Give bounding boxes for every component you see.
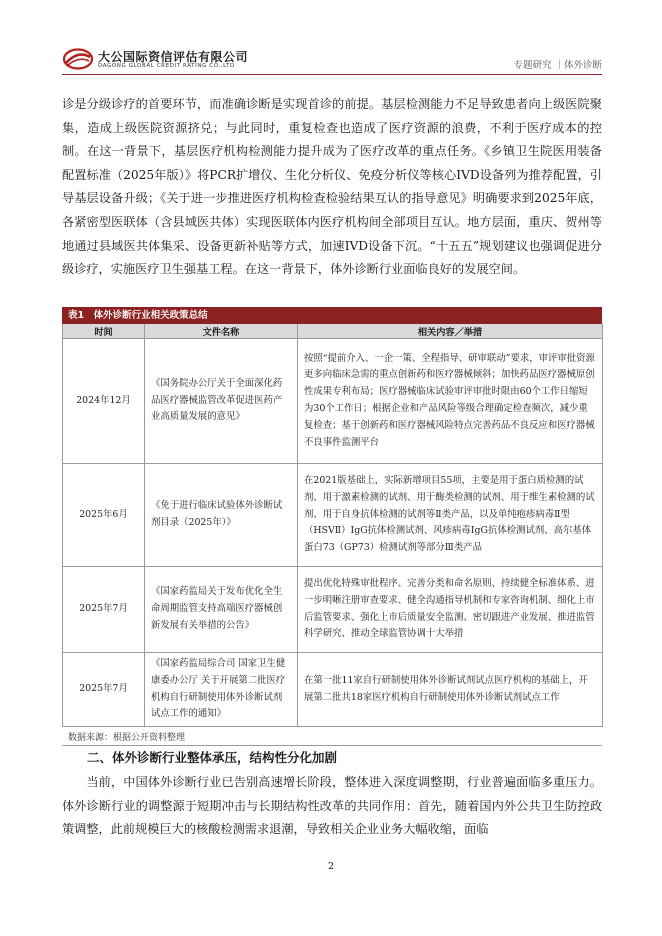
cell-time: 2024年12月	[63, 339, 145, 464]
section-label: 专题研究 ｜体外诊断	[513, 60, 602, 71]
column-header-time: 时间	[63, 324, 145, 339]
table-source-note: 数据来源：根据公开资料整理	[62, 727, 602, 746]
cell-document: 《国务院办公厅关于全面深化药品医疗器械监管改革促进医药产业高质量发展的意见》	[145, 339, 298, 464]
body-paragraph-1: 诊是分级诊疗的首要环节，而准确诊断是实现首诊的前提。基层检测能力不足导致患者向上级医院聚集，造成上级医院资源挤兑；与此同时，重复检查也造成了医疗资源的浪费，不利于医疗成本的控制。在这一背景下，基层医疗机构检测能力提升成为了医疗改革的重点任务。《乡镇卫生院医用装备配置标准（2025年版）》将PCR扩增仪、生化分析仪、免疫分析仪等核心IVD设备列为推荐配置，引导基层设备升级；《关于进一步推进医疗机构检查检验结果互认的指导意见》明确要求到2025年底，各紧密型医联体（含县域医共体）实现医联体内医疗机构间全部项目互认。地方层面，重庆、贺州等地通过县域医共体集采、设备更新补贴等方式，加速IVD设备下沉。“十五五”规划建议也强调促进分级诊疗，实施医疗卫生强基工程。在这一背景下，体外诊断行业面临良好的发展空间。	[62, 97, 602, 277]
table-row	[63, 464, 603, 567]
cell-content: 在第一批11家自行研制使用体外诊断试剂试点医疗机构的基础上，开展第二批共18家医疗机构自行研制使用体外诊断试剂试点工作	[298, 653, 603, 727]
table-header-row	[63, 324, 603, 339]
table-row	[63, 339, 603, 464]
table-row	[63, 567, 603, 653]
company-name-cn: 大公国际资信评估有限公司	[98, 50, 249, 64]
policy-table-grid	[62, 324, 603, 727]
cell-document: 《国家药监局综合司 国家卫生健康委办公厅 关于开展第二批医疗机构自行研制使用体外诊断试剂试点工作的通知》	[145, 653, 298, 727]
cell-time: 2025年7月	[63, 653, 145, 727]
company-logo	[62, 46, 262, 76]
cell-content: 按照“提前介入、一企一策、全程指导、研审联动”要求，审评审批资源更多向临床急需的重点创新药和医疗器械倾斜；加快药品医疗器械原创性成果专利布局；医疗器械临床试验审评审批时限由60个工作日缩短为30个工作日；根据企业和产品风险等级合理确定检查频次，减少重复检查；基于创新药和医疗器械风险特点完善药品不良反应和医疗器械不良事件监测平台	[298, 339, 603, 464]
table-title: 表1 体外诊断行业相关政策总结	[62, 307, 602, 324]
cell-time: 2025年7月	[63, 567, 145, 653]
page-header	[62, 46, 602, 76]
section-heading: 二、体外诊断行业整体承压，结构性分化加剧	[87, 750, 338, 765]
company-name-en: DAGONG GLOBAL CREDIT RATING CO.,LTD	[98, 63, 235, 69]
header-divider	[62, 74, 602, 75]
dagong-logo-icon	[62, 48, 94, 70]
policy-table	[62, 307, 602, 746]
table-row	[63, 653, 603, 727]
cell-time: 2025年6月	[63, 464, 145, 567]
cell-content: 在2021版基础上，实际新增项目55项，主要是用于蛋白质检测的试剂、用于激素检测的试剂、用于酶类检测的试剂、用于维生素检测的试剂、用于自身抗体检测的试剂等Ⅱ类产品，以及单纯疱疹病毒Ⅱ型（HSVⅡ）IgG抗体检测试剂、风疹病毒IgG抗体检测试剂、高尔基体蛋白73（GP73）检测试剂等部分Ⅲ类产品	[298, 464, 603, 567]
column-header-document: 文件名称	[145, 324, 298, 339]
cell-content: 提出优化特殊审批程序、完善分类和命名原则、持续健全标准体系、进一步明晰注册审查要求、健全沟通指导机制和专家咨询机制、细化上市后监管要求、强化上市后质量安全监测、密切跟进产业发展、推进监管科学研究、推动全球监管协调十大举措	[298, 567, 603, 653]
body-paragraph-2: 当前，中国体外诊断行业已告别高速增长阶段，整体进入深度调整期，行业普遍面临多重压力。体外诊断行业的调整源于短期冲击与长期结构性改革的共同作用：首先，随着国内外公共卫生防控政策调整，此前规模巨大的核酸检测需求退潮，导致相关企业业务大幅收缩，面临	[62, 775, 602, 837]
cell-document: 《免于进行临床试验体外诊断试剂目录（2025年）》	[145, 464, 298, 567]
page-number: 2	[327, 861, 335, 872]
cell-document: 《国家药监局关于发布优化全生命周期监管支持高端医疗器械创新发展有关举措的公告》	[145, 567, 298, 653]
column-header-content: 相关内容／举措	[298, 324, 603, 339]
